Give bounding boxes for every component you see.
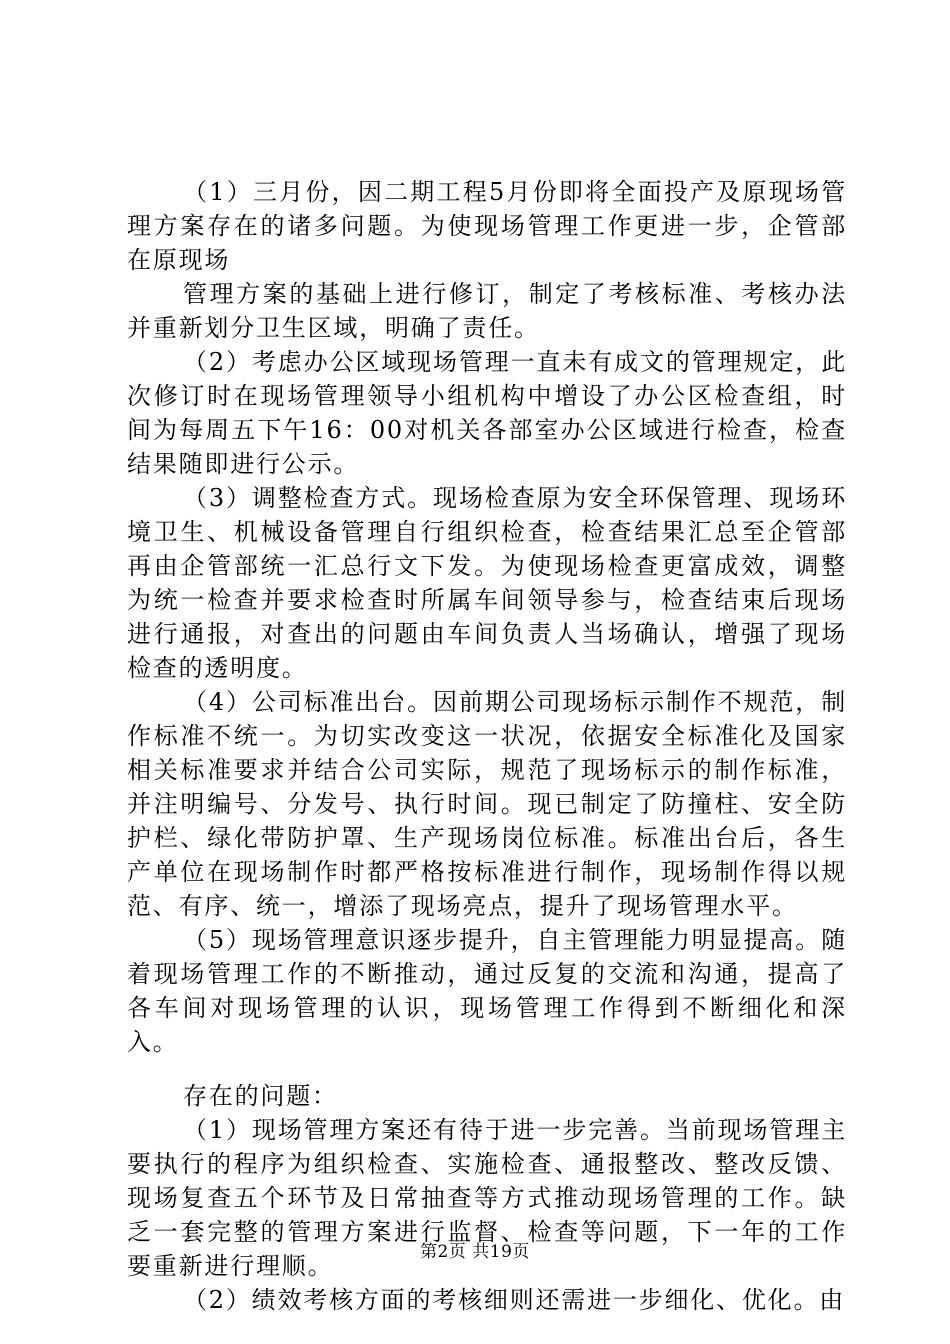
paragraph-item-3: （3）调整检查方式。现场检查原为安全环保管理、现场环境卫生、机械设备管理自行组织检查，检查结果汇总至企管部再由企管部统一汇总行文下发。为使现场检查更富成效，调整为统一检查并要求检查时所属车间领导参与，检查结束后现场进行通报，对查出的问题由车间负责人当场确认，增强了现场检查的透明度。 (127, 484, 847, 682)
page-footer: 第2页 共19页 (420, 1242, 530, 1262)
problem-item-2: （2）绩效考核方面的考核细则还需进一步细化、优化。由 (183, 1286, 846, 1314)
paragraph-item-1: （1）三月份，因二期工程5月份即将全面投产及原现场管理方案存在的诸多问题。为使现场管理工作更进一步，企管部在原现场 (127, 178, 847, 274)
paragraph-item-2: （2）考虑办公区域现场管理一直未有成文的管理规定，此次修订时在现场管理领导小组机构中增设了办公区检查组，时间为每周五下午16：00对机关各部室办公区域进行检查，检查结果随即进行公示。 (127, 348, 847, 478)
problem-item-1: （1）现场管理方案还有待于进一步完善。当前现场管理主要执行的程序为组织检查、实施检查、通报整改、整改反馈、现场复查五个环节及日常抽查等方式推动现场管理的工作。缺乏一套完整的管理方案进行监督、检查等问题，下一年的工作要重新进行理顺。 (127, 1116, 847, 1280)
document-body (127, 175, 847, 1317)
paragraph-item-5: （5）现场管理意识逐步提升，自主管理能力明显提高。随着现场管理工作的不断推动，通过反复的交流和沟通，提高了各车间对现场管理的认识，现场管理工作得到不断细化和深入。 (127, 926, 847, 1056)
section-spacer (127, 1059, 847, 1079)
problems-heading: 存在的问题： (183, 1082, 338, 1110)
paragraph-item-4: （4）公司标准出台。因前期公司现场标示制作不规范，制作标准不统一。为切实改变这一状况，依据安全标准化及国家相关标准要求并结合公司实际，规范了现场标示的制作标准，并注明编号、分发号、执行时间。现已制定了防撞柱、安全防护栏、绿化带防护罩、生产现场岗位标准。标准出台后，各生产单位在现场制作时都严格按标准进行制作，现场制作得以规范、有序、统一，增添了现场亮点，提升了现场管理水平。 (127, 688, 847, 920)
paragraph-item-1-continued: 管理方案的基础上进行修订，制定了考核标准、考核办法并重新划分卫生区域，明确了责任。 (127, 280, 847, 342)
